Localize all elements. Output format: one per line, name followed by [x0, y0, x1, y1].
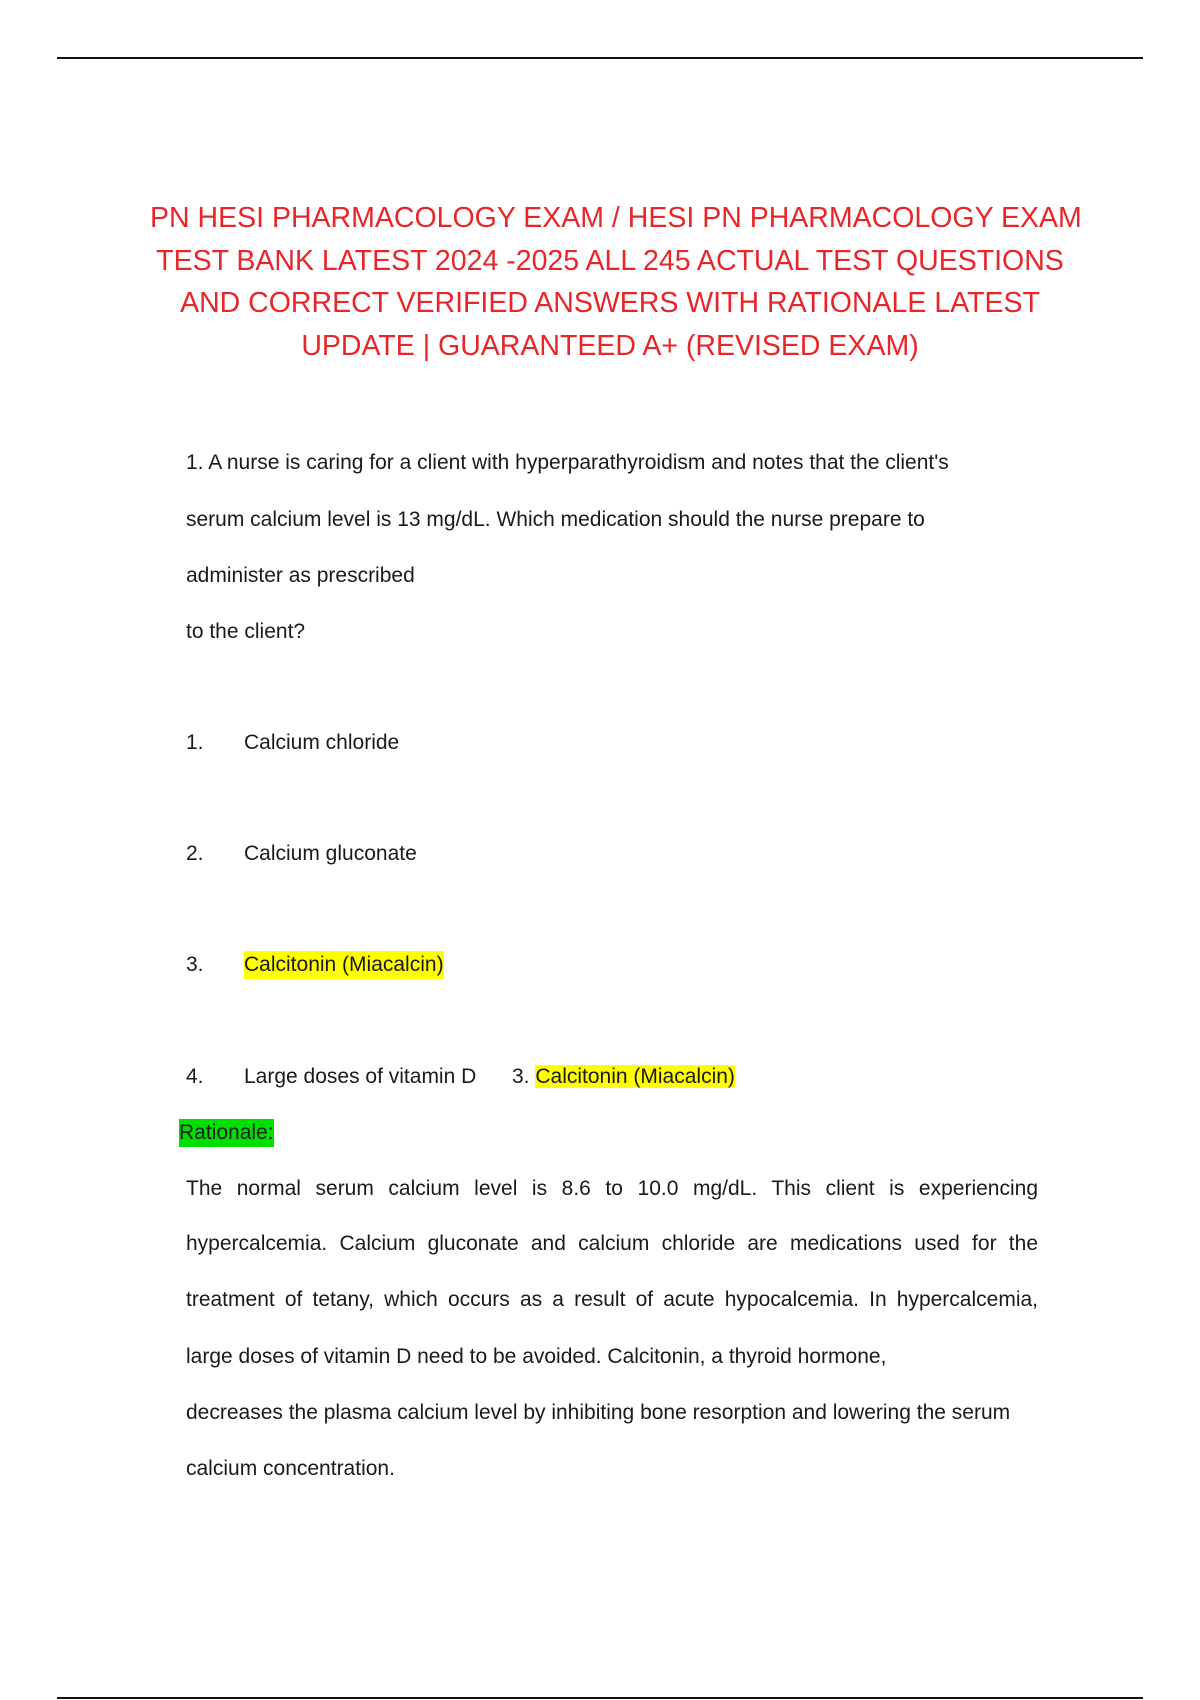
question-text-line: serum calcium level is 13 mg/dL. Which medication should the nurse prepare to: [186, 508, 925, 531]
top-rule: [57, 57, 1143, 59]
title-line: PN HESI PHARMACOLOGY EXAM / HESI PN PHARMACOLOGY EXAM: [150, 202, 1082, 234]
title-line: UPDATE | GUARANTEED A+ (REVISED EXAM): [301, 329, 919, 362]
rationale-line: treatment of tetany, which occurs as a result of acute hypocalcemia. In hypercalcemia,: [186, 1288, 1038, 1311]
rationale-line: calcium concentration.: [186, 1457, 395, 1480]
document-title: [150, 197, 1082, 367]
title-line: AND CORRECT VERIFIED ANSWERS WITH RATIONALE LATEST: [180, 287, 1040, 319]
option-number: 4.: [186, 1065, 204, 1088]
rationale-line: large doses of vitamin D need to be avoided. Calcitonin, a thyroid hormone,: [186, 1345, 887, 1368]
rationale-line: decreases the plasma calcium level by inhibiting bone resorption and lowering the serum: [186, 1401, 1011, 1424]
question-text-line: to the client?: [186, 620, 306, 643]
answer-text: Calcitonin (Miacalcin): [535, 1065, 735, 1088]
answer-prefix: 3.: [512, 1065, 530, 1088]
option-number: 2.: [186, 842, 204, 865]
bottom-rule: [57, 1697, 1143, 1699]
question-text-line: administer as prescribed: [186, 564, 415, 587]
rationale-line: The normal serum calcium level is 8.6 to 10.0 mg/dL. This client is experiencing: [186, 1177, 1038, 1200]
option-text: Calcium gluconate: [244, 842, 417, 865]
rationale-label: Rationale:: [179, 1119, 274, 1147]
option-text-highlighted: Calcitonin (Miacalcin): [244, 951, 444, 979]
option-number: 3.: [186, 953, 204, 976]
option-text: Large doses of vitamin D: [244, 1065, 477, 1088]
title-line: TEST BANK LATEST 2024 -2025 ALL 245 ACTUAL TEST QUESTIONS: [156, 244, 1064, 277]
question-text-line: 1. A nurse is caring for a client with hyperparathyroidism and notes that the client's: [186, 451, 949, 474]
rationale-line: hypercalcemia. Calcium gluconate and calcium chloride are medications used for the: [186, 1232, 1038, 1255]
option-number: 1.: [186, 731, 204, 754]
answer-key: [512, 1063, 735, 1091]
option-text: Calcium chloride: [244, 731, 400, 754]
